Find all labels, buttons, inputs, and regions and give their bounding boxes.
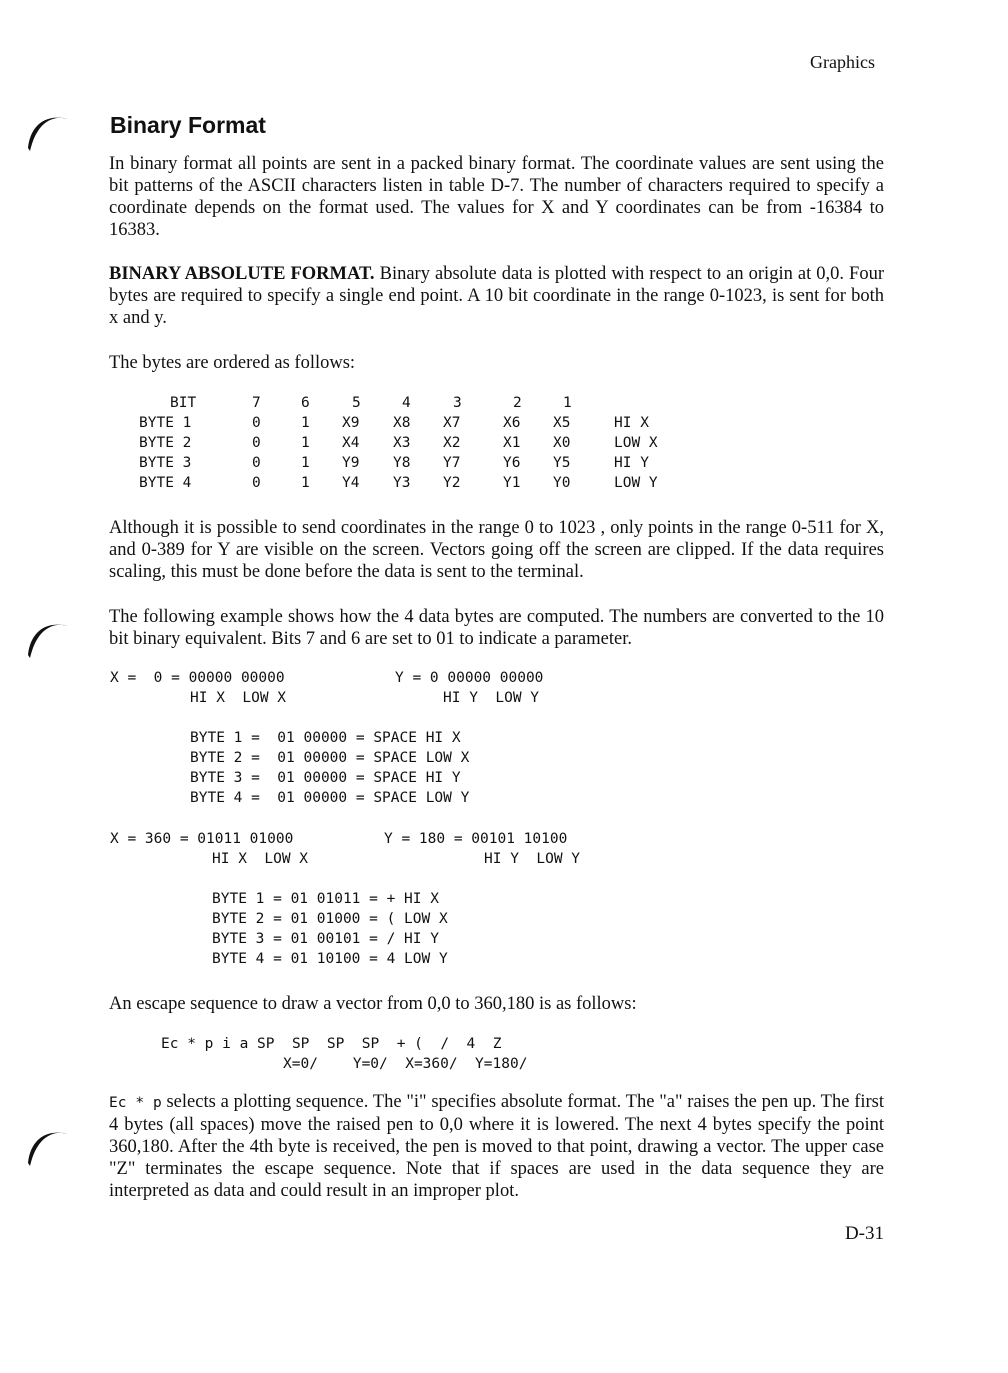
absolute-format-heading: BINARY ABSOLUTE FORMAT. [109, 264, 375, 284]
table-header-cell: 6 [301, 395, 310, 411]
table-cell: Y0 [553, 475, 571, 491]
table-cell: X9 [342, 415, 360, 431]
example1-byte-line: BYTE 2 = 01 00000 = SPACE LOW X [190, 750, 470, 766]
bytes-order-intro: The bytes are ordered as follows: [109, 353, 356, 373]
table-header-cell: 3 [453, 395, 462, 411]
table-header-cell: 7 [252, 395, 261, 411]
table-cell: LOW X [614, 435, 658, 451]
table-cell: Y4 [342, 475, 360, 491]
table-cell: HI Y [614, 455, 649, 471]
table-cell: X7 [443, 415, 461, 431]
table-row-label: BYTE 3 [139, 455, 192, 471]
table-cell: Y1 [503, 475, 521, 491]
table-cell: 1 [301, 475, 310, 491]
page-number: D-31 [844, 1223, 884, 1244]
example2-y-labels: HI Y LOW Y [484, 851, 581, 867]
table-header-cell: 5 [352, 395, 361, 411]
table-cell: X1 [503, 435, 521, 451]
table-cell: 0 [252, 415, 261, 431]
example1-y-line: Y = 0 00000 00000 [395, 670, 544, 686]
table-cell: 1 [301, 415, 310, 431]
binder-hole-mark [24, 1118, 74, 1168]
byte-order-table [0, 393, 1008, 493]
table-cell: 0 [252, 475, 261, 491]
range-paragraph: Although it is possible to send coordinates in the range 0 to 1023 , only points in the range 0-511 for X, and 0-389 for Y are visible on the screen. Vectors going off the screen are clipped. If the data requires scaling, this must be done before the data is sent to the terminal. [109, 518, 884, 582]
example2-byte-line: BYTE 4 = 01 10100 = 4 LOW Y [212, 951, 448, 967]
table-cell: X6 [503, 415, 521, 431]
binder-hole-mark [24, 610, 74, 660]
table-cell: Y2 [443, 475, 461, 491]
example2-y-line: Y = 180 = 00101 10100 [384, 831, 568, 847]
intro-paragraph: In binary format all points are sent in a packed binary format. The coordinate values are sent using the bit patterns of the ASCII characters listen in table D-7. The number of characters required to specify a coordinate depends on the format used. The values for X and Y coordinates can be from -16384 to 16383. [109, 154, 884, 240]
example1-x-labels: HI X LOW X [190, 690, 287, 706]
table-header-bit: BIT [170, 395, 197, 411]
example2-byte-line: BYTE 2 = 01 01000 = ( LOW X [212, 911, 448, 927]
table-cell: X0 [553, 435, 571, 451]
closing-paragraph [109, 1091, 884, 1202]
example2-byte-line: BYTE 1 = 01 01011 = + HI X [212, 891, 439, 907]
table-cell: X3 [393, 435, 411, 451]
table-cell: HI X [614, 415, 649, 431]
example2-x-labels: HI X LOW X [212, 851, 309, 867]
page-title: Binary Format [110, 112, 266, 138]
table-cell: X2 [443, 435, 461, 451]
table-cell: LOW Y [614, 475, 658, 491]
table-cell: 0 [252, 455, 261, 471]
escape-intro-paragraph: An escape sequence to draw a vector from 0,0 to 360,180 is as follows: [109, 994, 637, 1014]
example1-x-line: X = 0 = 00000 00000 [110, 670, 285, 686]
example1-byte-line: BYTE 1 = 01 00000 = SPACE HI X [190, 730, 461, 746]
table-cell: Y3 [393, 475, 411, 491]
table-row-label: BYTE 1 [139, 415, 192, 431]
example2-x-line: X = 360 = 01011 01000 [110, 831, 294, 847]
table-header-cell: 2 [513, 395, 522, 411]
table-cell: Y6 [503, 455, 521, 471]
table-cell: X4 [342, 435, 360, 451]
example2-byte-line: BYTE 3 = 01 00101 = / HI Y [212, 931, 439, 947]
table-cell: 1 [301, 435, 310, 451]
escape-sequence-labels: X=0/ Y=0/ X=360/ Y=180/ [283, 1056, 528, 1072]
table-header-cell: 1 [563, 395, 572, 411]
table-cell: X5 [553, 415, 571, 431]
binder-hole-mark [24, 103, 74, 153]
closing-text: selects a plotting sequence. The "i" specifies absolute format. The "a" raises the pen up. The first 4 bytes (all spaces) move the raised pen to 0,0 where it is lowered. The next 4 bytes specify the point 360,180. After the 4th byte is received, the pen is moved to that point, drawing a vector. The upper case "Z" terminates the escape sequence. Note that if spaces are used in the data sequence they are interpreted as data and could result in an improper plot. [109, 1092, 884, 1201]
table-cell: Y5 [553, 455, 571, 471]
example1-byte-line: BYTE 3 = 01 00000 = SPACE HI Y [190, 770, 461, 786]
table-cell: Y9 [342, 455, 360, 471]
table-cell: 0 [252, 435, 261, 451]
example1-byte-line: BYTE 4 = 01 00000 = SPACE LOW Y [190, 790, 470, 806]
table-row-label: BYTE 4 [139, 475, 192, 491]
table-header-cell: 4 [402, 395, 411, 411]
table-cell: Y7 [443, 455, 461, 471]
escape-lead: Ec * p [109, 1095, 162, 1111]
absolute-format-text: Binary absolute data is plotted with respect to an origin at 0,0. Four bytes are required to specify a single end point. A 10 bit coordinate in the range 0-1023, is sent for both x and y. [109, 264, 885, 328]
running-header: Graphics [810, 52, 875, 72]
example-intro-paragraph: The following example shows how the 4 data bytes are computed. The numbers are converted to the 10 bit binary equivalent. Bits 7 and 6 are set to 01 to indicate a parameter. [109, 607, 884, 649]
escape-sequence: Ec * p i a SP SP SP SP + ( / 4 Z [161, 1036, 502, 1052]
table-row-label: BYTE 2 [139, 435, 192, 451]
table-cell: 1 [301, 455, 310, 471]
table-cell: Y8 [393, 455, 411, 471]
table-cell: X8 [393, 415, 411, 431]
example1-y-labels: HI Y LOW Y [443, 690, 540, 706]
absolute-format-paragraph [109, 263, 884, 329]
